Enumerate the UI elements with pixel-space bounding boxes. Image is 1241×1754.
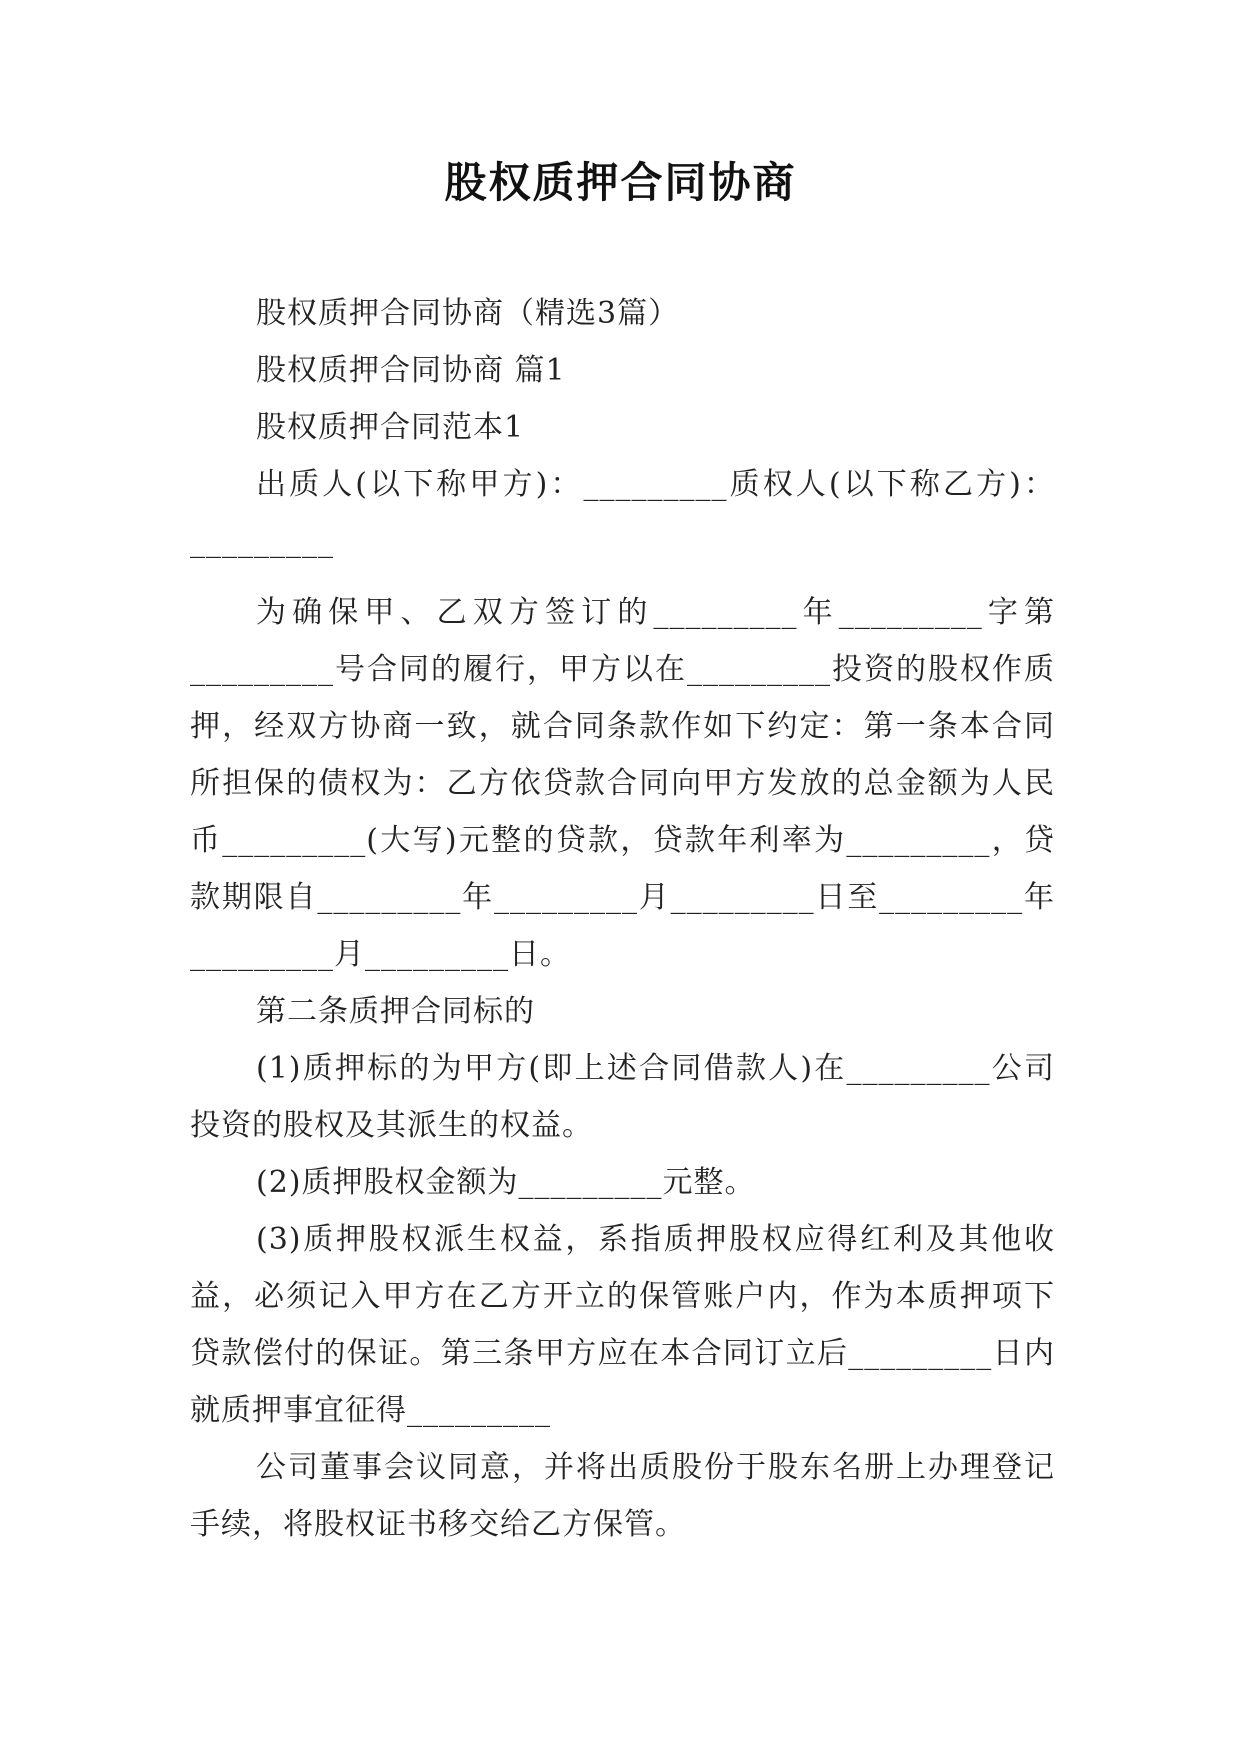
paragraph-purpose-clause: 为确保甲、乙双方签订的_________年_________字第_________号合同的履行，甲方以在_________投资的股权作质押，经双方协商一致，就合同条款作如下约定：第一条本合同所担保的债权为：乙方依贷款合同向甲方发放的总金额为人民币_________(大写)元整的贷款，贷款年利率为_________，贷款期限自_________年_________月_________日至_________年_________月_________日。 — [190, 595, 1055, 972]
paragraph-parties: 出质人(以下称甲方)：_________质权人(以下称乙方)：_________ — [190, 467, 1055, 559]
paragraph-article-two-heading: 第二条质押合同标的 — [256, 994, 535, 1029]
paragraph-item-1: (1)质押标的为甲方(即上述合同借款人)在_________公司投资的股权及其派生的权益。 — [190, 1051, 1055, 1143]
paragraph-subtitle: 股权质押合同协商（精选3篇） — [256, 296, 680, 331]
paragraph-item-3: (3)质押股权派生权益，系指质押股权应得红利及其他收益，必须记入甲方在乙方开立的保管账户内，作为本质押项下贷款偿付的保证。第三条甲方应在本合同订立后_________日内就质押事宜征得_________ — [190, 1222, 1055, 1428]
paragraph-part-heading: 股权质押合同协商 篇1 — [256, 353, 566, 388]
document-body — [190, 285, 1055, 1553]
paragraph-item-2: (2)质押股权金额为_________元整。 — [256, 1165, 756, 1200]
paragraph-template-heading: 股权质押合同范本1 — [256, 410, 525, 445]
document-title: 股权质押合同协商 — [444, 158, 797, 207]
paragraph-board-approval: 公司董事会议同意，并将出质股份于股东名册上办理登记手续，将股权证书移交给乙方保管。 — [190, 1450, 1055, 1542]
